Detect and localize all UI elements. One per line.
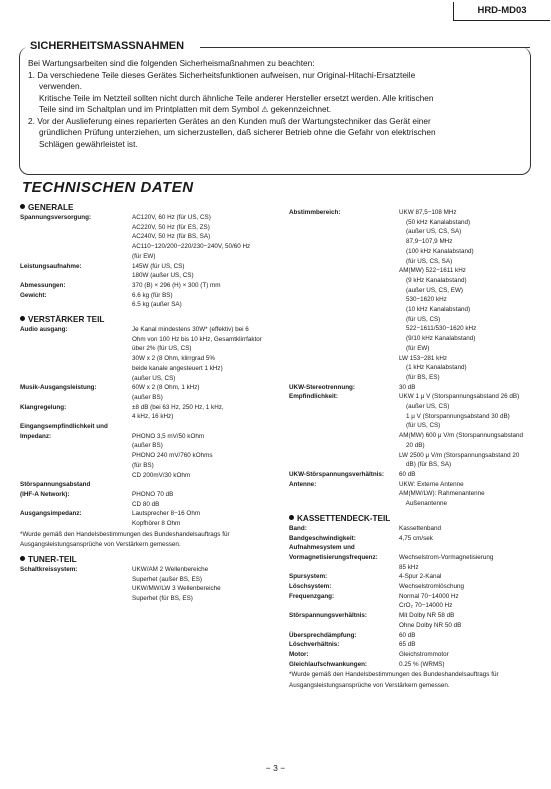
- bullet-icon: [20, 556, 25, 561]
- left-spec-column: [20, 198, 276, 604]
- spec-value-line: 145W (für US, CS): [132, 262, 185, 270]
- spec-value-line: ±8 dB (bei 63 Hz, 250 Hz, 1 kHz,: [132, 403, 224, 411]
- spec-value-line: 4 kHz, 16 kHz): [132, 413, 174, 421]
- spec-value-line: UKW/MW/LW 3 Wellenbereiche: [132, 585, 221, 593]
- spec-value-line: UKW 1 μ V (Storspannungsabstand 26 dB): [399, 393, 520, 401]
- safety-item1-line2: verwenden.: [39, 81, 82, 91]
- spec-value: [399, 640, 545, 650]
- safety-item1-line1: 1. Da verschiedene Teile dieses Gerätes Sicherheitsfunktionen aufweisen, nur Original-Hitachi-Ersatzteile: [28, 69, 416, 80]
- safety-title: SICHERHEITSMASSNAHMEN: [26, 40, 188, 52]
- spec-row: [289, 543, 545, 553]
- spec-value-line: AC120V, 60 Hz (für US, CS): [132, 214, 211, 221]
- spec-value-line: UKW 87,5−108 MHz: [399, 209, 457, 216]
- spec-label: Empfindlichkeit:: [289, 393, 338, 401]
- spec-value-line: CD 200mV/30 kOhm: [132, 471, 191, 479]
- spec-value-line: UKW/AM 2 Wellenbereiche: [132, 565, 209, 573]
- safety-item2-line1: 2. Vor der Auslieferung eines reparierten Gerätes an den Kunden muß der Wartungstechniker das Gerät einer: [28, 115, 431, 126]
- spec-value-line: (für BS): [132, 461, 154, 469]
- spec-value: [132, 281, 276, 291]
- spec-row: [289, 392, 545, 470]
- spec-value-line: (10 kHz Kanalabstand): [399, 306, 471, 314]
- spec-value-line: 1 μ V (Storspannungsabstand 30 dB): [399, 412, 510, 420]
- spec-value-line: 6.5 kg (außer SA): [132, 301, 182, 309]
- spec-value-line: 65 dB: [399, 641, 416, 649]
- bullet-icon: [20, 316, 25, 321]
- spec-value-line: Normal 70−14000 Hz: [399, 592, 459, 600]
- tech-data-title: TECHNISCHEN DATEN: [22, 179, 194, 196]
- spec-row: [289, 208, 545, 383]
- spec-row: [289, 640, 545, 650]
- spec-value: [399, 611, 545, 630]
- spec-value-line: (für US, CS): [399, 422, 441, 430]
- spec-label: Antenne:: [289, 480, 317, 488]
- spec-value-line: Je Kanal mindestens 30W* (effektiv) bei 6: [132, 326, 249, 334]
- section-heading: [20, 202, 276, 213]
- spec-row: [289, 480, 545, 509]
- spec-value: [399, 582, 545, 592]
- spec-label: Spannungsversorgung:: [20, 214, 92, 221]
- spec-value-line: über 2% (für US, CS): [132, 345, 192, 353]
- spec-value-line: 30W x 2 (8 Ohm, klirrgrad 5%: [132, 355, 215, 363]
- spec-row: [20, 213, 276, 262]
- spec-label: (IHF-A Network):: [20, 490, 70, 498]
- spec-value-line: (außer US, CS): [399, 403, 450, 411]
- section-heading-text: GENERALE: [28, 203, 74, 212]
- spec-label: Aufnahmesystem und: [289, 544, 355, 552]
- spec-value: [132, 403, 276, 422]
- safety-item1-line4: [28, 104, 524, 116]
- spec-value-line: 6.6 kg (für BS): [132, 291, 173, 299]
- spec-value: [132, 565, 276, 604]
- section-heading-text: TUNER-TEIL: [28, 554, 77, 564]
- spec-value-line: 20 dB): [399, 441, 425, 449]
- spec-row: [289, 582, 545, 592]
- spec-value-line: Wechselstrom-Vormagnetisierung: [399, 553, 494, 561]
- spec-label: Abmessungen:: [20, 281, 66, 289]
- spec-value: [399, 592, 545, 611]
- spec-value-line: (außer BS): [132, 393, 163, 401]
- spec-value-line: (außer US, CS, SA): [399, 228, 462, 236]
- spec-label: Band:: [289, 524, 307, 532]
- spec-value-line: Superhet (außer BS, ES): [132, 575, 202, 583]
- spec-value-line: (außer US, CS): [132, 374, 176, 382]
- spec-value: [399, 553, 545, 572]
- spec-value-line: dB) (für BS, SA): [399, 461, 452, 469]
- spec-value-line: Außenantenne: [399, 500, 447, 508]
- spec-row: [289, 660, 545, 670]
- spec-label: Übersprechdämpfung:: [289, 631, 357, 639]
- spec-value-line: Ohm von 100 Hz bis 10 kHz, Gesamtklirrfaktor: [132, 335, 262, 343]
- footnote-line: *Wurde gemäß den Handelsbestimmungen des Bundeshandelsauftrags für: [20, 530, 230, 538]
- section-heading-text: KASSETTENDECK-TEIL: [297, 513, 391, 523]
- spec-row: [20, 262, 276, 281]
- spec-value-line: Kassettenband: [399, 524, 442, 532]
- spec-value-line: 370 (B) × 296 (H) × 300 (T) mm: [132, 281, 221, 289]
- bullet-icon: [20, 204, 25, 209]
- spec-value-line: 85 kHz: [399, 563, 419, 571]
- spec-value-line: 60W x 2 (8 Ohm, 1 kHz): [132, 384, 200, 392]
- spec-value-line: 87,9−107,9 MHz: [399, 238, 453, 246]
- spec-value-line: AM(MW) 600 μ V/m (Storspannungsabstand: [399, 432, 524, 440]
- page-number: − 3 −: [265, 763, 286, 773]
- spec-label: Klangregelung:: [20, 403, 67, 411]
- spec-value-line: LW 153−281 kHz: [399, 354, 448, 362]
- spec-label: Löschverhältnis:: [289, 641, 340, 649]
- spec-row: [289, 383, 545, 393]
- spec-value-line: (100 kHz Kanalabstand): [399, 247, 474, 255]
- spec-value-line: Gleichstrommotor: [399, 650, 449, 658]
- spec-value-line: (9 kHz Kanalabstand): [399, 276, 467, 284]
- spec-value-line: (außer BS): [132, 442, 163, 450]
- spec-label: Störspannungsabstand: [20, 481, 91, 489]
- footnote-line: Ausgangsleistungsansprüche von Verstärkern gemessen.: [289, 681, 450, 689]
- spec-label: Vormagnetisierungsfrequenz:: [289, 553, 378, 561]
- warning-triangle-icon: ⚠: [261, 105, 269, 114]
- section-heading: [289, 513, 545, 524]
- spec-value-line: (1 kHz Kanalabstand): [399, 364, 467, 372]
- spec-value-line: Superhet (für BS, ES): [132, 594, 193, 602]
- spec-value-line: UKW: Externe Antenne: [399, 480, 464, 488]
- spec-value-line: (für EW): [399, 344, 430, 352]
- spec-value-line: PHONO 3,5 mV/50 kOhm: [132, 432, 205, 440]
- spec-value-line: Wechselstromlöschung: [399, 583, 464, 591]
- bullet-icon: [289, 515, 294, 520]
- spec-row: [20, 291, 276, 310]
- spec-value: [132, 291, 276, 310]
- spec-value: [132, 383, 276, 402]
- spec-value-line: (50 kHz Kanalabstand): [399, 218, 471, 226]
- section-heading: [20, 554, 276, 565]
- safety-text: [28, 58, 524, 150]
- spec-value-line: 30 dB: [399, 383, 416, 391]
- spec-value-line: 60 dB: [399, 631, 416, 639]
- spec-row: [20, 480, 276, 490]
- section-heading-text: VERSTÄRKER TEIL: [28, 315, 105, 325]
- spec-value-line: 4-Spur 2-Kanal: [399, 573, 442, 581]
- spec-label: Leistungsaufnahme:: [20, 262, 82, 270]
- spec-row: [289, 592, 545, 611]
- spec-value-line: Mit Dolby NR 58 dB: [399, 612, 455, 620]
- safety-item2-line2: gründlichen Prüfung unterziehen, um sicherzustellen, daß sicherer Betrieb ohne die Gefahr von elektrischen: [39, 127, 436, 137]
- spec-value-line: 180W (außer US, CS): [132, 272, 194, 280]
- spec-value: [399, 572, 545, 582]
- spec-row: [289, 611, 545, 630]
- spec-label: Störspannungsverhältnis:: [289, 612, 368, 620]
- spec-value-line: (9/10 kHz Kanalabstand): [399, 335, 476, 343]
- spec-value-line: Ohne Dolby NR 50 dB: [399, 621, 462, 629]
- spec-row: [20, 383, 276, 402]
- spec-value: [399, 480, 545, 509]
- spec-row: [289, 534, 545, 544]
- spec-label: Bandgeschwindigkeit:: [289, 534, 356, 542]
- spec-label: Motor:: [289, 650, 309, 658]
- spec-value: [132, 422, 276, 432]
- spec-row: [20, 422, 276, 432]
- spec-value-line: 4,75 cm/sek: [399, 534, 433, 542]
- spec-value-line: 0.25 % (WRMS): [399, 660, 445, 668]
- spec-value: [399, 543, 545, 553]
- spec-value: [132, 213, 276, 262]
- footnote-line: *Wurde gemäß den Handelsbestimmungen des Bundeshandelsauftrags für: [289, 671, 499, 679]
- spec-value: [399, 392, 545, 470]
- spec-value-line: CD 80 dB: [132, 500, 160, 508]
- spec-value-line: beide kanale angesteuert 1 kHz): [132, 364, 223, 372]
- spec-value-line: (für US, CS, SA): [399, 257, 453, 265]
- spec-row: [20, 325, 276, 383]
- spec-value: [132, 262, 276, 281]
- spec-value-line: AC240V, 50 Hz (für BS, SA): [132, 233, 211, 241]
- spec-label: Audio ausgang:: [20, 326, 68, 334]
- spec-value-line: AC220V, 50 Hz (für ES, ZS): [132, 223, 210, 231]
- spec-label: Schaltkreissystem:: [20, 565, 78, 573]
- spec-value: [132, 509, 276, 528]
- spec-value: [132, 325, 276, 383]
- safety-item1-line4-end: gekennzeichnet.: [270, 104, 332, 114]
- spec-value: [399, 208, 545, 383]
- spec-value: [399, 650, 545, 660]
- spec-label: Ausgangsimpedanz:: [20, 510, 82, 518]
- spec-value-line: PHONO 240 mV/760 kOhms: [132, 452, 213, 460]
- right-spec-column: [289, 208, 545, 691]
- spec-value: [132, 480, 276, 490]
- spec-row: [20, 403, 276, 422]
- spec-value-line: 60 dB: [399, 470, 416, 478]
- spec-value-line: Lautsprecher 8−16 Ohm: [132, 510, 201, 518]
- spec-row: [20, 432, 276, 481]
- spec-value-line: CrO₂ 70−14000 Hz: [399, 602, 453, 610]
- spec-value: [399, 534, 545, 544]
- spec-label: Musik-Ausgangsleistung:: [20, 384, 97, 392]
- spec-row: [289, 631, 545, 641]
- spec-value: [399, 524, 545, 534]
- spec-row: [289, 572, 545, 582]
- spec-row: [289, 524, 545, 534]
- spec-value-line: Kopfhörer 8 Ohm: [132, 520, 181, 528]
- spec-value: [399, 631, 545, 641]
- spec-value: [399, 470, 545, 480]
- spec-value: [132, 490, 276, 509]
- safety-item2-line3: Schlägen gewährleistet ist.: [39, 138, 138, 149]
- spec-label: Spursystem:: [289, 573, 328, 581]
- spec-row: [20, 281, 276, 291]
- spec-label: Frequenzgang:: [289, 592, 335, 600]
- spec-label: Gleichlaufschwankungen:: [289, 660, 368, 668]
- spec-value-line: AM(MW/LW): Rahmenantenne: [399, 490, 485, 498]
- spec-value-line: (für US, CS): [399, 315, 441, 323]
- spec-value-line: (für EW): [132, 252, 156, 260]
- spec-value-line: AC110−120/200−220/230−240V, 50/60 Hz: [132, 243, 251, 251]
- spec-value-line: (außer US, CS, EW): [399, 286, 464, 294]
- spec-label: UKW-Stereotrennung:: [289, 383, 355, 391]
- footnote-line: Ausgangsleistungsansprüche von Verstärkern gemessen.: [20, 541, 181, 549]
- spec-value: [399, 383, 545, 393]
- spec-row: [20, 490, 276, 509]
- safety-box-topline: [200, 47, 530, 48]
- safety-intro: Bei Wartungsarbeiten sind die folgenden Sicherheismaßnahmen zu beachten:: [28, 58, 315, 68]
- spec-label: Eingangsempfindlichkeit und: [20, 423, 108, 431]
- safety-item1-line3: Kritische Teile im Netzteil sollten nicht durch ähnliche Teile anderer Hersteller ersetzt werden. Alle kritischen: [39, 92, 434, 103]
- spec-value: [399, 660, 545, 670]
- section-heading: [20, 314, 276, 325]
- spec-label: UKW-Störspannungsverhältnis:: [289, 470, 385, 478]
- spec-row: [289, 470, 545, 480]
- spec-value-line: (für BS, ES): [399, 373, 440, 381]
- spec-row: [289, 553, 545, 572]
- spec-row: [20, 565, 276, 604]
- spec-row: [20, 509, 276, 528]
- spec-label: Löschsystem:: [289, 583, 332, 591]
- safety-item1-line4-text: Teile sind im Schaltplan und im Printplatten mit dem Symbol: [39, 104, 259, 114]
- model-number: HRD-MD03: [453, 2, 550, 21]
- spec-value-line: 530−1620 kHz: [399, 296, 447, 304]
- spec-label: Abstimmbereich:: [289, 209, 341, 216]
- spec-value: [132, 432, 276, 481]
- spec-value-line: PHONO 70 dB: [132, 490, 174, 498]
- spec-label: Impedanz:: [20, 432, 52, 440]
- spec-value-line: LW 2500 μ V/m (Storspannungsabstand 20: [399, 451, 520, 459]
- spec-label: Gewicht:: [20, 291, 47, 299]
- spec-value-line: AM(MW) 522−1611 kHz: [399, 267, 466, 275]
- spec-row: [289, 650, 545, 660]
- spec-value-line: 522−1611/530−1620 kHz: [399, 325, 477, 333]
